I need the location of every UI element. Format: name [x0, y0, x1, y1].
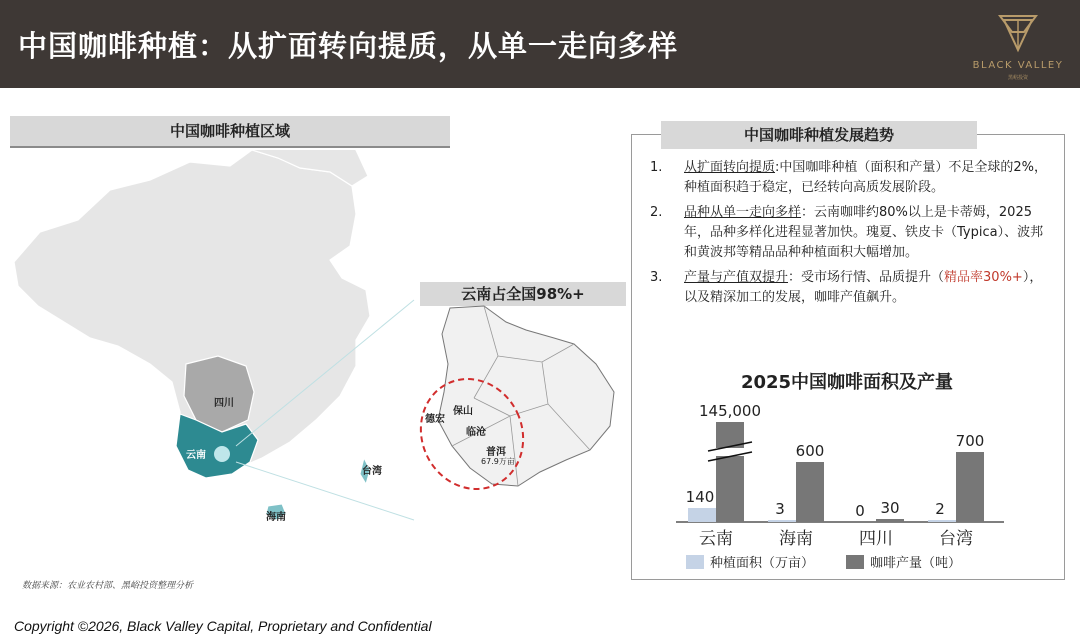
legend-swatch: [686, 555, 704, 569]
trend-item-key: 产量与产值双提升: [684, 270, 789, 285]
label-puer-area: 67.9万亩: [481, 457, 515, 466]
label-lincang: 临沧: [466, 427, 486, 438]
label-dehong: 德宏: [425, 414, 445, 425]
data-label: 600: [795, 442, 825, 460]
copyright-text: Copyright ©2026, Black Valley Capital, Proprietary and Confidential: [14, 618, 432, 634]
bar-area: [688, 508, 716, 522]
logo-sub-text: 黑峪投资: [1007, 75, 1028, 81]
logo-brand-text: BLACK VALLEY: [972, 60, 1064, 71]
legend-label: 种植面积（万亩）: [710, 556, 815, 571]
data-label: 0: [855, 502, 865, 520]
legend-swatch: [846, 555, 864, 569]
source-note: 数据来源：农业农村部、黑峪投资整理分析: [22, 581, 194, 591]
label-yunnan: 云南: [186, 450, 206, 461]
category-label: 四川: [859, 529, 893, 549]
trend-item-text: ：云南咖啡约80%以上是卡蒂姆，2025年，品种多样化进程显著加快。瑰夏、铁皮卡（Typica）、波邦和黄波邦等精品品种种植面积大幅增加。: [684, 205, 1044, 260]
category-label: 云南: [699, 529, 733, 549]
yunnan-inset-map: [414, 300, 628, 500]
trend-item-text: ：受市场行情、品质提升（: [788, 270, 945, 285]
trend-item-text: ），以及精深加工的发展，咖啡产值飙升。: [684, 270, 1043, 305]
bar-output: [796, 462, 824, 522]
header-bar: [0, 0, 1080, 88]
bar-output: [876, 519, 904, 522]
trend-item-number: 2.: [650, 205, 663, 220]
page-title: 中国咖啡种植：从扩面转向提质，从单一走向多样: [18, 29, 679, 63]
label-puer: 普洱: [486, 447, 506, 458]
trend-item-number: 1.: [650, 160, 663, 175]
bar-chart: [640, 392, 1050, 578]
category-label: 海南: [779, 529, 813, 549]
connector-line-bottom: [236, 462, 414, 520]
trend-item: [650, 158, 1050, 198]
trend-item-key: 从扩面转向提质: [684, 160, 776, 175]
map-panel-title: 中国咖啡种植区域: [10, 116, 450, 148]
yunnan-outline: [438, 306, 614, 486]
trend-item: [650, 203, 1050, 263]
label-sichuan: 四川: [214, 398, 234, 409]
chart-title: 2025中国咖啡面积及产量: [740, 372, 954, 393]
trend-item: [650, 268, 1050, 308]
yunnan-center-marker: [214, 446, 230, 462]
trend-item-number: 3.: [650, 270, 663, 285]
data-label: 3: [775, 500, 785, 518]
label-taiwan: 台湾: [362, 466, 382, 477]
trend-item-text: :中国咖啡种植（面积和产量）不足全球的2%，种植面积趋于稳定，已经转向高质发展阶段。: [684, 160, 1048, 195]
data-label: 2: [935, 500, 945, 518]
data-label: 30: [880, 499, 900, 517]
brand-logo: [962, 10, 1074, 86]
bar-area: [928, 520, 956, 522]
trend-panel-title: 中国咖啡种植发展趋势: [661, 121, 977, 149]
yunnan-share-title: 云南占全国98%+: [420, 282, 626, 306]
bar-output: [956, 452, 984, 522]
trend-list: [650, 158, 1050, 313]
data-label: 700: [955, 432, 985, 450]
legend-label: 咖啡产量（吨）: [870, 556, 962, 571]
category-label: 台湾: [939, 529, 973, 549]
data-label: 145,000: [698, 402, 762, 420]
label-baoshan: 保山: [453, 406, 473, 417]
trend-highlight: 精品率30%+: [944, 270, 1023, 285]
bar-area: [768, 520, 796, 522]
trend-item-key: 品种从单一走向多样: [684, 205, 802, 220]
logo-emblem-icon: [962, 10, 1074, 60]
label-hainan: 海南: [266, 512, 286, 523]
data-label: 140: [685, 488, 715, 506]
bar-output: [716, 422, 744, 522]
